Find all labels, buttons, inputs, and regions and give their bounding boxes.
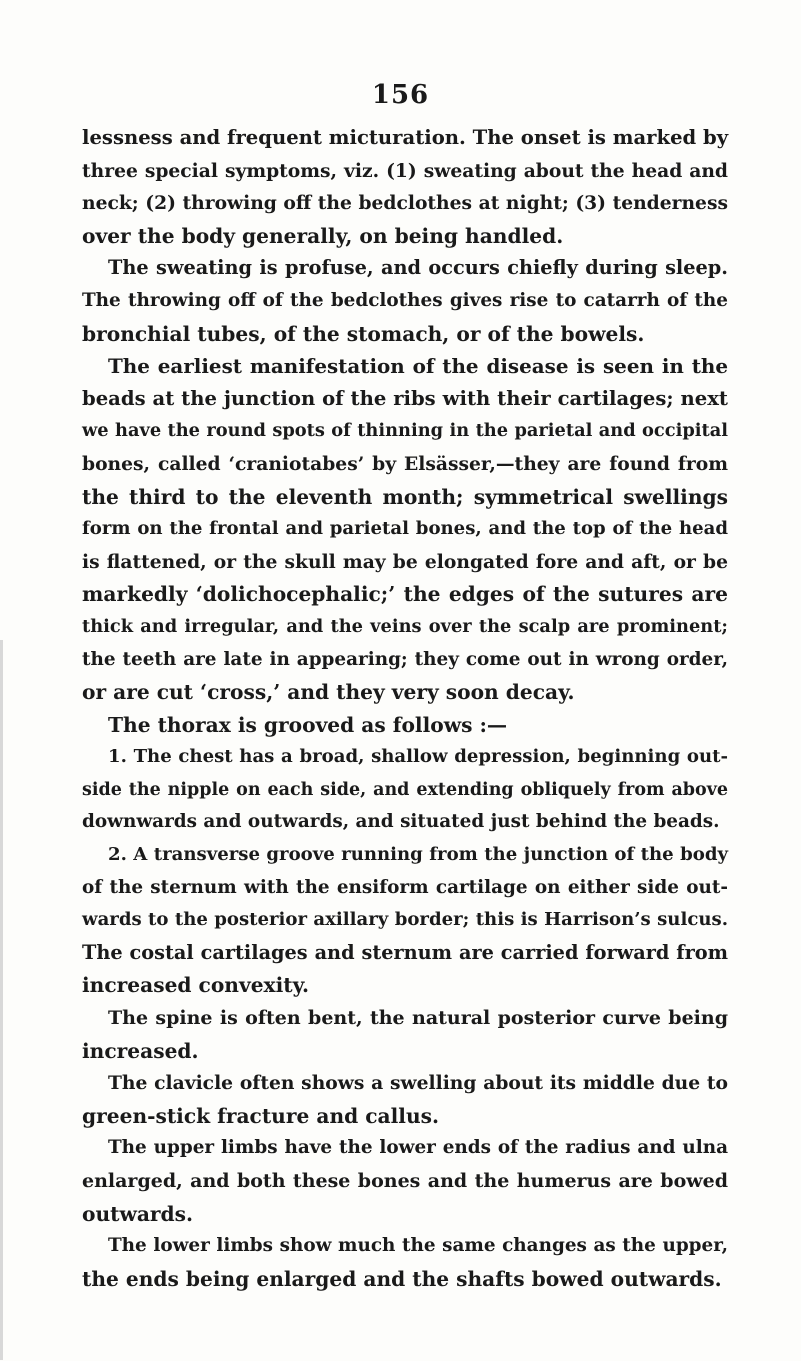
text-line: over the body generally, on being handled.	[82, 223, 564, 248]
text-line: green-stick fracture and callus.	[82, 1103, 440, 1128]
text-line: of the sternum with the ensiform cartilage on either side out-	[82, 876, 728, 898]
text-line: outwards.	[82, 1201, 194, 1226]
text-line: The thorax is grooved as follows :—	[108, 712, 508, 737]
text-line: or are cut ‘cross,’ and they very soon decay.	[82, 680, 575, 705]
text-line: markedly ‘dolichocephalic;’ the edges of the sutures are	[82, 582, 728, 607]
scan-edge-mark	[0, 640, 3, 1360]
text-line: 2. A transverse groove running from the junction of the body	[108, 844, 728, 866]
text-line: The lower limbs show much the same changes as the upper,	[108, 1235, 728, 1257]
text-line: The throwing off of the bedclothes gives rise to catarrh of the	[82, 289, 728, 311]
text-line: 1. The chest has a broad, shallow depression, beginning out-	[108, 746, 728, 768]
text-line: The upper limbs have the lower ends of the radius and ulna	[108, 1137, 728, 1159]
text-line: form on the frontal and parietal bones, and the top of the head	[82, 518, 728, 540]
text-line: The clavicle often shows a swelling about its middle due to	[108, 1072, 728, 1095]
text-line: wards to the posterior axillary border; this is Harrison’s sulcus.	[82, 909, 728, 931]
text-line: downwards and outwards, and situated just behind the beads.	[82, 811, 720, 833]
text-line: bronchial tubes, of the stomach, or of the bowels.	[82, 321, 645, 346]
text-line: increased.	[82, 1038, 199, 1063]
text-line: we have the round spots of thinning in the parietal and occipital	[82, 420, 728, 442]
text-line: The costal cartilages and sternum are carried forward from	[82, 940, 728, 964]
text-line: side the nipple on each side, and extending obliquely from above	[82, 779, 728, 800]
text-line: thick and irregular, and the veins over the scalp are prominent;	[82, 615, 728, 637]
text-line: The earliest manifestation of the disease is seen in the	[108, 354, 728, 379]
text-line: beads at the junction of the ribs with their cartilages; next	[82, 386, 728, 410]
page-number: 156	[371, 80, 430, 110]
text-line: neck; (2) throwing off the bedclothes at night; (3) tenderness	[82, 192, 728, 215]
text-line: The spine is often bent, the natural posterior curve being	[108, 1007, 728, 1030]
text-line: enlarged, and both these bones and the humerus are bowed	[82, 1170, 728, 1192]
text-line: increased convexity.	[82, 973, 310, 998]
text-line: The sweating is profuse, and occurs chiefly during sleep.	[108, 256, 728, 280]
body-text	[82, 122, 728, 1295]
text-line: the third to the eleventh month; symmetrical swellings	[82, 484, 728, 509]
text-line: the teeth are late in appearing; they come out in wrong order,	[82, 648, 728, 670]
text-line: is flattened, or the skull may be elongated fore and aft, or be	[82, 550, 728, 573]
text-line: the ends being enlarged and the shafts bowed outwards.	[82, 1266, 722, 1291]
text-line: three special symptoms, viz. (1) sweating about the head and	[82, 159, 728, 182]
text-line: lessness and frequent micturation. The onset is marked by	[82, 126, 729, 149]
text-line: bones, called ‘craniotabes’ by Elsässer,—they are found from	[82, 452, 728, 475]
